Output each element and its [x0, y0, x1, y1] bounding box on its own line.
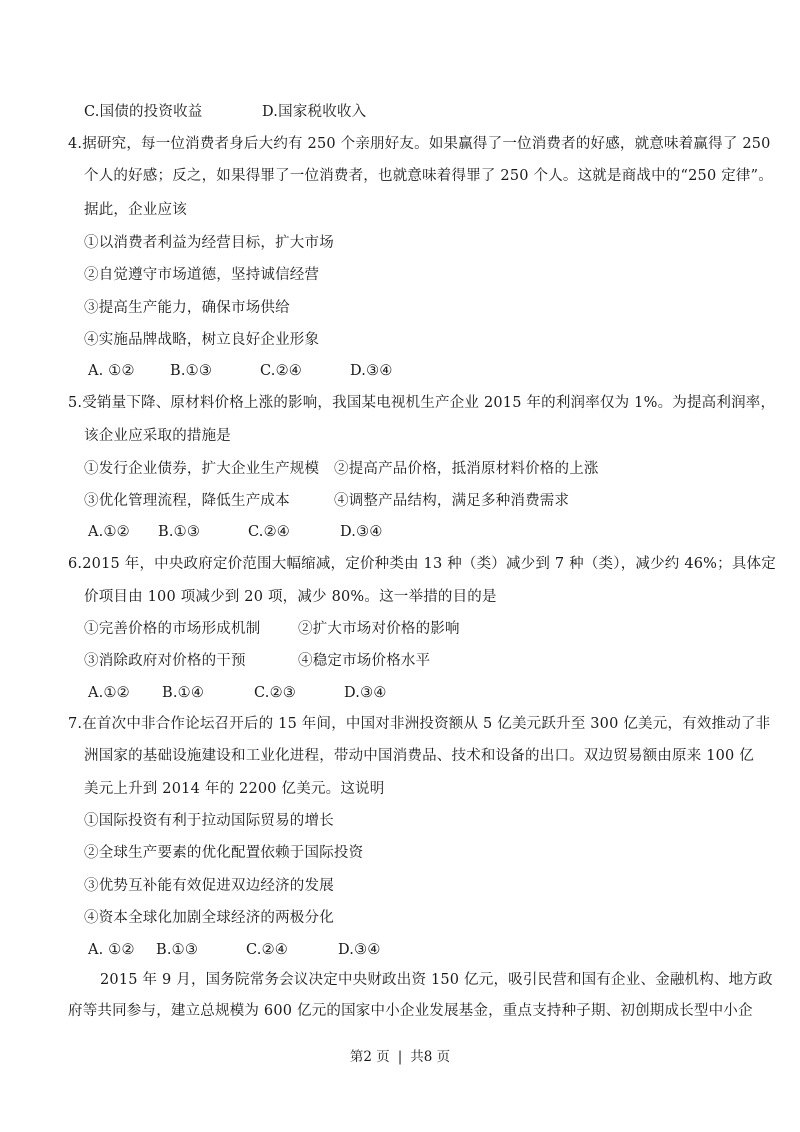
- q6-item-4: ④稳定市场价格水平: [298, 653, 431, 669]
- q7-item-2: ②全球生产要素的优化配置依赖于国际投资: [84, 845, 364, 861]
- q7-item-3: ③优势互补能有效促进双边经济的发展: [84, 878, 334, 894]
- q5-stem-line-2: 该企业应采取的措施是: [84, 428, 231, 444]
- q4-stem-line-3: 据此，企业应该: [84, 202, 187, 218]
- q7-stem-line-3: 美元上升到 2014 年的 2200 亿美元。这说明: [84, 781, 385, 797]
- q4-option-b: B.①③: [170, 363, 213, 379]
- q6-option-d: D.③④: [344, 685, 387, 701]
- q6-stem-line-1: 6.2015 年，中央政府定价范围大幅缩减，定价种类由 13 种（类）减少到 7 种（类），减少约 46%；具体定: [68, 556, 776, 572]
- q5-stem-line-1: 5.受销量下降、原材料价格上涨的影响，我国某电视机生产企业 2015 年的利润率仅为 1%。为提高利润率，: [68, 395, 776, 411]
- q6-option-c: C.②③: [254, 685, 296, 701]
- passage-line-1: 2015 年 9 月，国务院常务会议决定中央财政出资 150 亿元，吸引民营和国有企业、金融机构、地方政: [100, 972, 773, 988]
- q6-items-row-2: [84, 651, 430, 671]
- option-c: C.国债的投资收益: [84, 104, 203, 120]
- q4-stem-line-1: 4.据研究，每一位消费者身后大约有 250 个亲朋好友。如果赢得了一位消费者的好感，就意味着赢得了 250: [68, 136, 771, 152]
- q5-option-a: A.①②: [88, 524, 130, 540]
- q7-option-a: A. ①②: [88, 942, 135, 958]
- q6-options: [88, 683, 387, 703]
- q7-option-c: C.②④: [246, 942, 288, 958]
- q4-item-2: ②自觉遵守市场道德，坚持诚信经营: [84, 267, 320, 283]
- page-footer: [0, 1047, 800, 1067]
- q6-item-1: ①完善价格的市场形成机制: [84, 621, 261, 637]
- q7-options: [88, 940, 381, 960]
- q4-option-c: C.②④: [260, 363, 302, 379]
- q4-options: [88, 361, 393, 381]
- q7-stem-line-1: 7.在首次中非合作论坛召开后的 15 年间，中国对非洲投资额从 5 亿美元跃升至 300 亿美元，有效推动了非: [68, 716, 771, 732]
- q4-stem-line-2: 个人的好感；反之，如果得罪了一位消费者，也就意味着得罪了 250 个人。这就是商战中的“250 定律”。: [84, 168, 773, 184]
- prev-question-options: [84, 102, 366, 122]
- q5-items-row-1: [84, 459, 599, 479]
- q7-item-1: ①国际投资有利于拉动国际贸易的增长: [84, 813, 334, 829]
- page-number: 第2 页: [349, 1049, 390, 1065]
- q4-item-3: ③提高生产能力，确保市场供给: [84, 300, 290, 316]
- q6-items-row-1: [84, 619, 460, 639]
- q5-item-1: ①发行企业债券，扩大企业生产规模: [84, 461, 320, 477]
- q5-options: [88, 522, 383, 542]
- q5-option-b: B.①③: [158, 524, 201, 540]
- q4-option-d: D.③④: [350, 363, 393, 379]
- q7-option-b: B.①③: [156, 942, 199, 958]
- passage-line-2: 府等共同参与，建立总规模为 600 亿元的国家中小企业发展基金，重点支持种子期、初创期成长型中小企: [68, 1003, 753, 1019]
- q5-option-c: C.②④: [248, 524, 290, 540]
- q6-stem-line-2: 价项目由 100 项减少到 20 项，减少 80%。这一举措的目的是: [84, 589, 497, 605]
- q5-item-4: ④调整产品结构，满足多种消费需求: [334, 493, 570, 509]
- q6-option-b: B.①④: [162, 685, 205, 701]
- footer-separator: |: [397, 1049, 403, 1065]
- q5-item-3: ③优化管理流程，降低生产成本: [84, 493, 290, 509]
- q5-items-row-2: [84, 491, 569, 511]
- page-total: 共8 页: [410, 1049, 451, 1065]
- q7-item-4: ④资本全球化加剧全球经济的两极分化: [84, 910, 334, 926]
- q5-item-2: ②提高产品价格，抵消原材料价格的上涨: [334, 461, 599, 477]
- q4-option-a: A. ①②: [88, 363, 135, 379]
- q6-item-2: ②扩大市场对价格的影响: [298, 621, 460, 637]
- q5-option-d: D.③④: [340, 524, 383, 540]
- q4-item-4: ④实施品牌战略，树立良好企业形象: [84, 332, 320, 348]
- q6-item-3: ③消除政府对价格的干预: [84, 653, 246, 669]
- option-d: D.国家税收收入: [262, 104, 367, 120]
- q7-stem-line-2: 洲国家的基础设施建设和工业化进程，带动中国消费品、技术和设备的出口。双边贸易额由原来 100 亿: [84, 748, 754, 764]
- q6-option-a: A.①②: [88, 685, 130, 701]
- q4-item-1: ①以消费者利益为经营目标，扩大市场: [84, 235, 334, 251]
- q7-option-d: D.③④: [338, 942, 381, 958]
